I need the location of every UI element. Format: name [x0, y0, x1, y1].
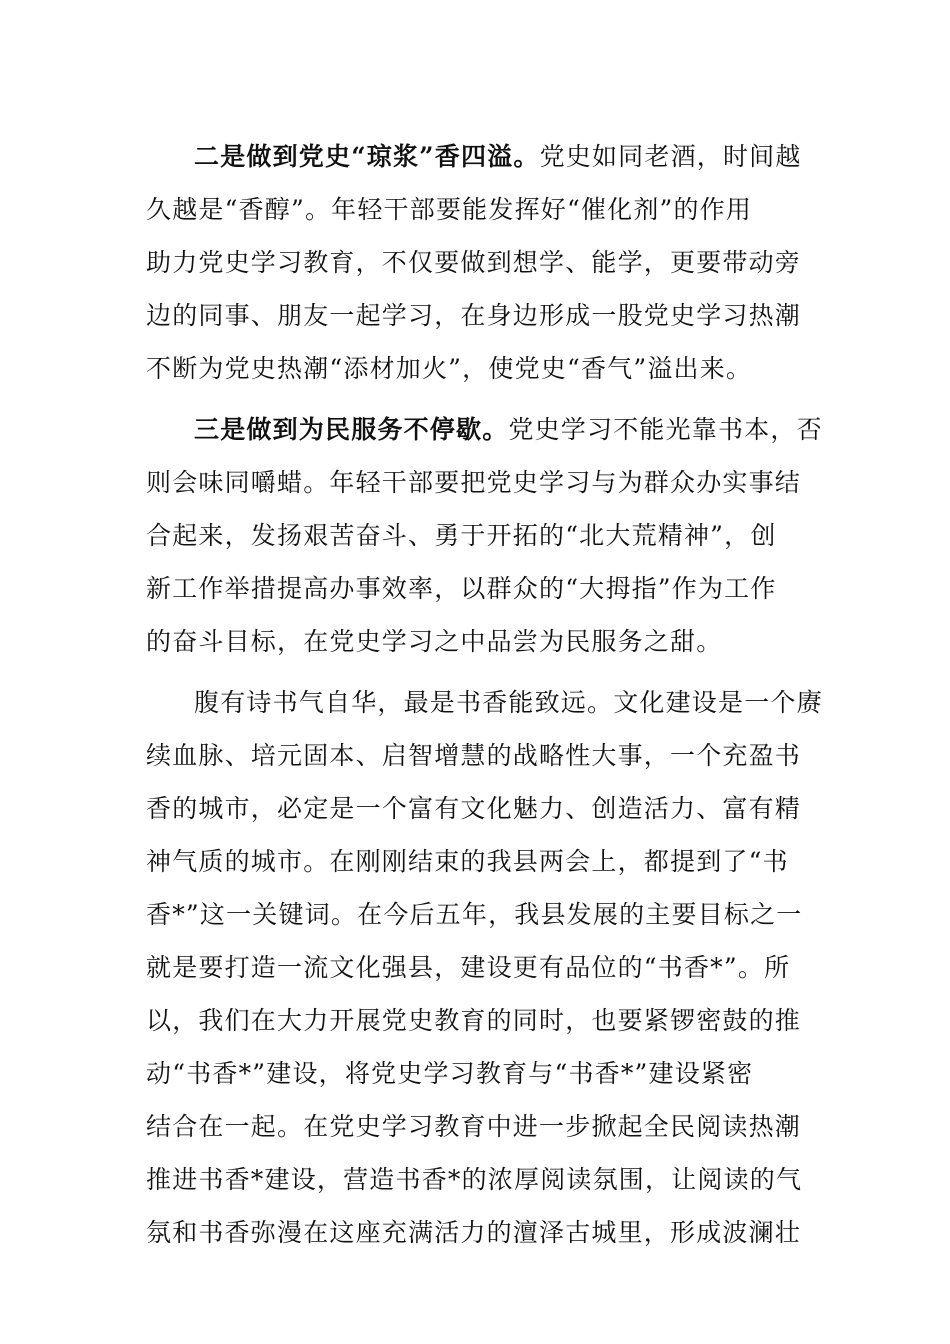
- paragraph-line: 以，我们在大力开展党史教育的同时，也要紧锣密鼓的推: [146, 1006, 802, 1035]
- paragraph-line: 结合在一起。在党史学习教育中进一步掀起全民阅读热潮: [146, 1112, 802, 1141]
- paragraph-3: [146, 676, 823, 1259]
- paragraph-text: 党史学习不能光靠书本，否: [508, 415, 823, 444]
- paragraph-heading: 二是做到党史“琼浆”香四溢。: [194, 142, 540, 171]
- paragraph-line: 香的城市，必定是一个富有文化魅力、创造活力、富有精: [146, 794, 802, 823]
- paragraph-line: 续血脉、培元固本、启智增慧的战略性大事，一个充盈书: [146, 741, 802, 770]
- paragraph-line: 神气质的城市。在刚刚结束的我县两会上，都提到了“书: [146, 847, 789, 876]
- paragraph-line: 新工作举措提高办事效率，以群众的“大拇指”作为工作: [146, 574, 777, 603]
- paragraph-line: 久越是“香醇”。年轻干部要能发挥好“催化剂”的作用: [146, 195, 753, 224]
- paragraph-line: 就是要打造一流文化强县，建设更有品位的“书香*”。所: [146, 953, 791, 982]
- document-body: [146, 130, 823, 1259]
- paragraph-line: [146, 130, 810, 183]
- paragraph-line: 助力党史学习教育，不仅要做到想学、能学，更要带动旁: [146, 248, 802, 277]
- paragraph-1: [146, 130, 810, 395]
- paragraph-line: 动“书香*”建设，将党史学习教育与“书香*”建设紧密: [146, 1059, 754, 1088]
- paragraph-line: 氛和书香弥漫在这座充满活力的澶泽古城里，形成波澜壮: [146, 1218, 802, 1247]
- paragraph-line: 边的同事、朋友一起学习，在身边形成一股党史学习热潮: [146, 301, 802, 330]
- paragraph-line: 腹有诗书气自华，最是书香能致远。文化建设是一个赓: [194, 688, 823, 717]
- paragraph-heading: 三是做到为民服务不停歇。: [194, 415, 509, 444]
- paragraph-line: 则会味同嚼蜡。年轻干部要把党史学习与为群众办实事结: [146, 468, 802, 497]
- paragraph-line: 不断为党史热潮“添材加火”，使党史“香气”溢出来。: [146, 354, 753, 383]
- paragraph-text: 党史如同老酒，时间越: [539, 142, 802, 171]
- paragraph-line: 的奋斗目标，在党史学习之中品尝为民服务之甜。: [146, 627, 723, 656]
- paragraph-line: 合起来，发扬艰苦奋斗、勇于开拓的“北大荒精神”，创: [146, 521, 777, 550]
- paragraph-2: [146, 403, 823, 668]
- paragraph-line: [146, 403, 823, 456]
- paragraph-line: 香*”这一关键词。在今后五年，我县发展的主要目标之一: [146, 900, 803, 929]
- paragraph-line: 推进书香*建设，营造书香*的浓厚阅读氛围，让阅读的气: [146, 1165, 803, 1194]
